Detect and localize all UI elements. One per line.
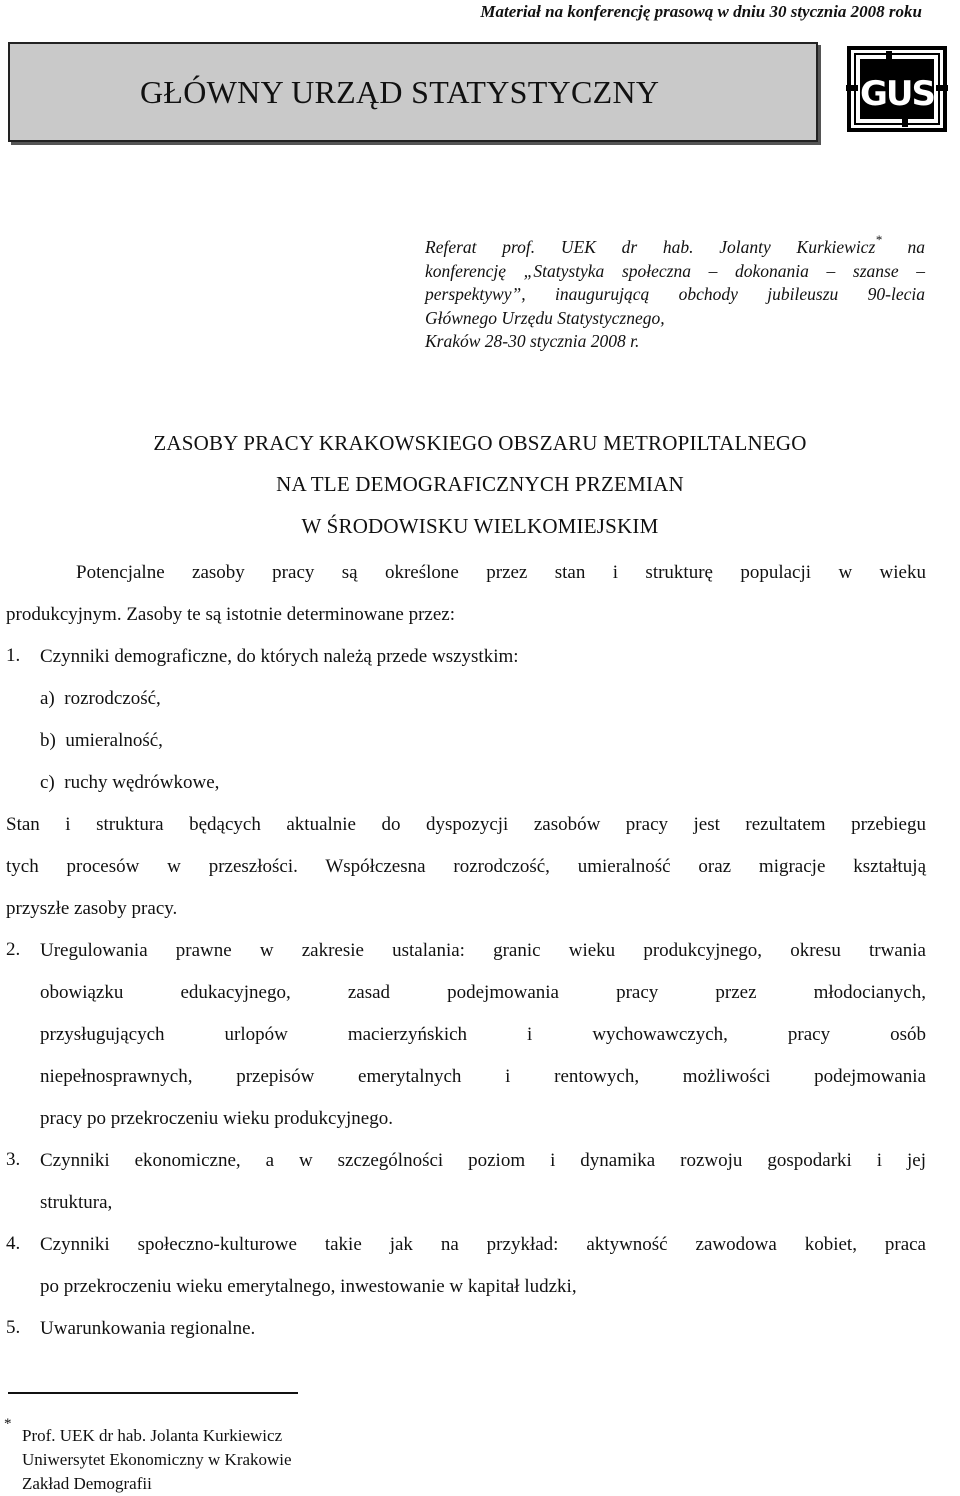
header-banner	[8, 42, 818, 142]
list-number: 1.	[6, 645, 21, 666]
list-item: Uwarunkowania regionalne.	[40, 1318, 256, 1339]
footnote-line: Uniwersytet Ekonomiczny w Krakowie	[22, 1450, 292, 1469]
document-title-line: ZASOBY PRACY KRAKOWSKIEGO OBSZARU METROPILTALNEGO	[153, 431, 807, 455]
list-number: 4.	[6, 1233, 21, 1254]
list-number: 5.	[6, 1317, 21, 1338]
lecture-info-line: perspektywy”, inaugurującą obchody jubileuszu 90-lecia	[425, 284, 925, 304]
footnote	[22, 1424, 292, 1496]
sub-item: b) umieralność,	[40, 730, 163, 751]
press-note: Materiał na konferencję prasową w dniu 30 stycznia 2008 roku	[480, 2, 922, 21]
sub-item: a) rozrodczość,	[40, 688, 161, 709]
lecture-info	[425, 228, 925, 354]
svg-text:GUS: GUS	[859, 74, 935, 114]
institution-title: GŁÓWNY URZĄD STATYSTYCZNY	[140, 74, 660, 110]
paragraph: Stan i struktura będących aktualnie do dyspozycji zasobów pracy jest rezultatem przebiegu tych procesów w przeszłości. Współczesna rozrodczość, umieralność oraz migracje kształtują przyszłe zasoby pracy.	[6, 814, 926, 919]
footnote-line: Zakład Demografii	[22, 1474, 152, 1493]
list-item: Uregulowania prawne w zakresie ustalania: granic wieku produkcyjnego, okresu trwania obowiązku edukacyjnego, zasad podejmowania pracy przez młodocianych, przysługujących urlopów macierzyńskich i wychowawczych, pracy osób niepełnosprawnych, przepisów emerytalnych i rentowych, możliwości podejmowania pracy po przekroczeniu wieku produkcyjnego.	[40, 940, 926, 1129]
list-item: Czynniki demograficzne, do których należą przede wszystkim:	[40, 646, 519, 667]
document-title-line: NA TLE DEMOGRAFICZNYCH PRZEMIAN	[276, 472, 684, 496]
list-item: Czynniki społeczno-kulturowe takie jak na przykład: aktywność zawodowa kobiet, praca po przekroczeniu wieku emerytalnego, inwestowanie w kapitał ludzki,	[40, 1234, 926, 1297]
footnote-line: Prof. UEK dr hab. Jolanta Kurkiewicz	[22, 1426, 283, 1445]
intro-line: produkcyjnym. Zasoby te są istotnie determinowane przez:	[6, 604, 456, 625]
document-title-line: W ŚRODOWISKU WIELKOMIEJSKIM	[301, 514, 659, 538]
sub-item: c) ruchy wędrówkowe,	[40, 772, 220, 793]
lecture-info-line: Kraków 28-30 stycznia 2008 r.	[425, 331, 640, 351]
lecture-info-line: konferencję „Statystyka społeczna – dokonania – szanse –	[425, 260, 925, 281]
list-number: 3.	[6, 1149, 21, 1170]
list-number: 2.	[6, 939, 21, 960]
list-item: Czynniki ekonomiczne, a w szczególności poziom i dynamika rozwoju gospodarki i jej struktura,	[40, 1150, 926, 1213]
footnote-marker: *	[4, 1416, 12, 1432]
gus-logo	[846, 45, 948, 133]
lecture-info-line: Głównego Urzędu Statystycznego,	[425, 307, 665, 328]
lecture-info-line: Referat prof. UEK dr hab. Jolanty Kurkiewicz* na	[425, 232, 926, 257]
intro-line: Potencjalne zasoby pracy są określone przez stan i strukturę populacji w wieku	[76, 562, 926, 583]
footnote-separator	[8, 1392, 298, 1394]
